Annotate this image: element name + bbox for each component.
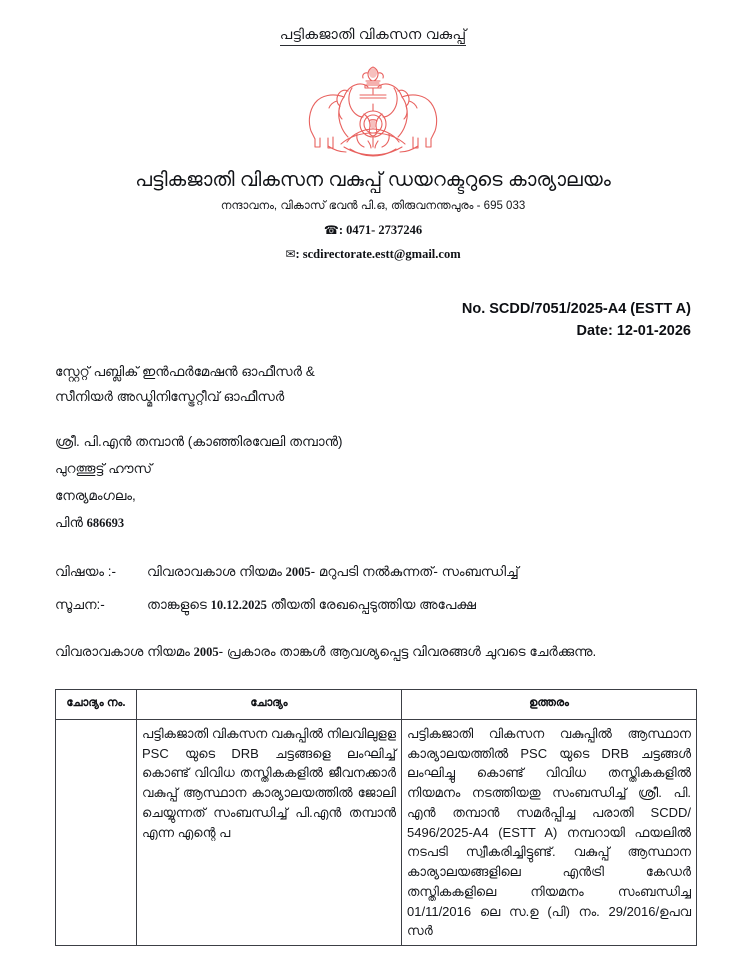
subject-label: വിഷയം :- — [55, 564, 117, 580]
reference-number: No. SCDD/7051/2025-A4 (ESTT A) — [461, 300, 691, 317]
department-title: പട്ടികജാതി വികസന വകുപ്പ് — [280, 26, 466, 46]
telephone-icon: ☎ — [323, 222, 339, 237]
reference-label: സൂചന:- — [55, 597, 105, 613]
column-header-question-no: ചോദ്യം നം. — [56, 690, 137, 720]
applicant-house: പുറത്തൂട്ട് ഹൗസ് — [55, 461, 153, 477]
addressee-office-block — [55, 365, 691, 404]
subject-row — [55, 564, 691, 580]
applicant-pin-label: പിൻ — [55, 515, 83, 531]
intro-paragraph-year: 2005 — [193, 645, 219, 660]
meta-rows — [55, 564, 691, 613]
reference-date: Date: 12-01-2026 — [576, 323, 691, 340]
applicant-place: നേര്യമംഗലം, — [55, 488, 136, 504]
emblem-container — [55, 58, 691, 160]
intro-paragraph-post: - പ്രകാരം താങ്കൾ ആവശ്യപ്പെട്ട വിവരങ്ങൾ ചുവടെ ചേർക്കുന്നു. — [218, 644, 597, 660]
qa-table — [55, 689, 697, 946]
cell-question-no — [56, 719, 137, 945]
qa-table-body — [56, 719, 697, 945]
qa-table-head — [56, 690, 697, 720]
reference-block — [55, 298, 691, 343]
column-header-answer: ഉത്തരം — [402, 690, 697, 720]
applicant-name: ശ്രീ. പി.എൻ തമ്പാൻ (കാഞ്ഞിരവേലി തമ്പാൻ) — [55, 434, 343, 450]
reference-row — [55, 597, 691, 613]
phone-line — [55, 221, 691, 239]
addressee-office-line1: സ്റ്റേറ്റ് പബ്ലിക് ഇൻഫർമേഷൻ ഓഫീസർ & — [55, 363, 315, 379]
department-title-container — [55, 0, 691, 46]
office-name: പട്ടികജാതി വികസന വകുപ്പ് ഡയറക്ടറുടെ കാര്യാലയം — [135, 169, 611, 192]
subject-value — [147, 564, 691, 580]
column-header-question: ചോദ്യം — [137, 690, 402, 720]
intro-paragraph — [55, 641, 691, 663]
phone-number: : 0471- 2737246 — [338, 222, 423, 237]
subject-value-post: - മറുപടി നൽകുന്നത്- സംബന്ധിച്ച് — [310, 564, 519, 580]
cell-answer-text: പട്ടികജാതി വികസന വകുപ്പിൽ ആസ്ഥാന കാര്യാലയത്തിൽ PSC യുടെ DRB ചട്ടങ്ങൾ ലംഘിച്ചു കൊണ്ട് വിവിധ തസ്തികകളിൽ നിയമനം നടത്തിയതു സംബന്ധിച്ച് ശ്രീ. പി. എൻ തമ്പാൻ സമർപ്പിച്ച പരാതി SCDD/ 5496/2025-A4 (ESTT A) നമ്പറായി ഫയലിൽ നടപടി സ്വീകരിച്ചിട്ടുണ്ട്. വകുപ്പ് ആസ്ഥാന കാര്യാലയങ്ങളിലെ എൻട്രി കേഡർ തസ്തികകളിലെ നിയമനം സംബന്ധിച്ച 01/11/2016 ലെ സ.ഉ (പി) നം. 29/2016/ഉപവ സർ — [402, 719, 697, 945]
applicant-pin-value: 686693 — [86, 516, 125, 531]
reference-app-date: 10.12.2025 — [210, 598, 267, 613]
qa-table-header-row — [56, 690, 697, 720]
kerala-state-emblem-icon — [298, 58, 448, 158]
office-address: നന്ദാവനം, വികാസ് ഭവൻ പി.ഒ, തിരുവനന്തപുരം - 695 033 — [220, 200, 526, 213]
table-row — [56, 719, 697, 945]
reference-value-pre: താങ്കളുടെ — [147, 597, 211, 613]
subject-value-pre: വിവരാവകാശ നിയമം — [147, 564, 286, 580]
reference-value-post: തീയതി രേഖപ്പെടുത്തിയ അപേക്ഷ — [266, 597, 476, 613]
reference-value — [147, 597, 691, 613]
applicant-pin — [55, 515, 691, 531]
intro-paragraph-pre: വിവരാവകാശ നിയമം — [55, 644, 194, 660]
email-address: : scdirectorate.estt@gmail.com — [295, 247, 461, 262]
subject-year: 2005 — [285, 565, 311, 580]
envelope-icon: ✉ — [285, 247, 296, 262]
cell-question-text: പട്ടികജാതി വികസന വകുപ്പിൽ നിലവിലുളള PSC യുടെ DRB ചട്ടങ്ങളെ ലംഘിച്ച് കൊണ്ട് വിവിധ തസ്തികകളിൽ ജീവനക്കാർ വകുപ്പ് ആസ്ഥാന കാര്യാലയത്തിൽ ജോലി ചെയ്യുന്നത് സംബന്ധിച്ച് പി.എൻ തമ്പാൻ എന്ന എന്റെ പ — [137, 719, 402, 945]
applicant-address-block — [55, 434, 691, 531]
email-line — [55, 245, 691, 263]
addressee-office-line2: സീനിയർ അഡ്മിനിസ്ട്രേറ്റീവ് ഓഫീസർ — [55, 388, 285, 404]
